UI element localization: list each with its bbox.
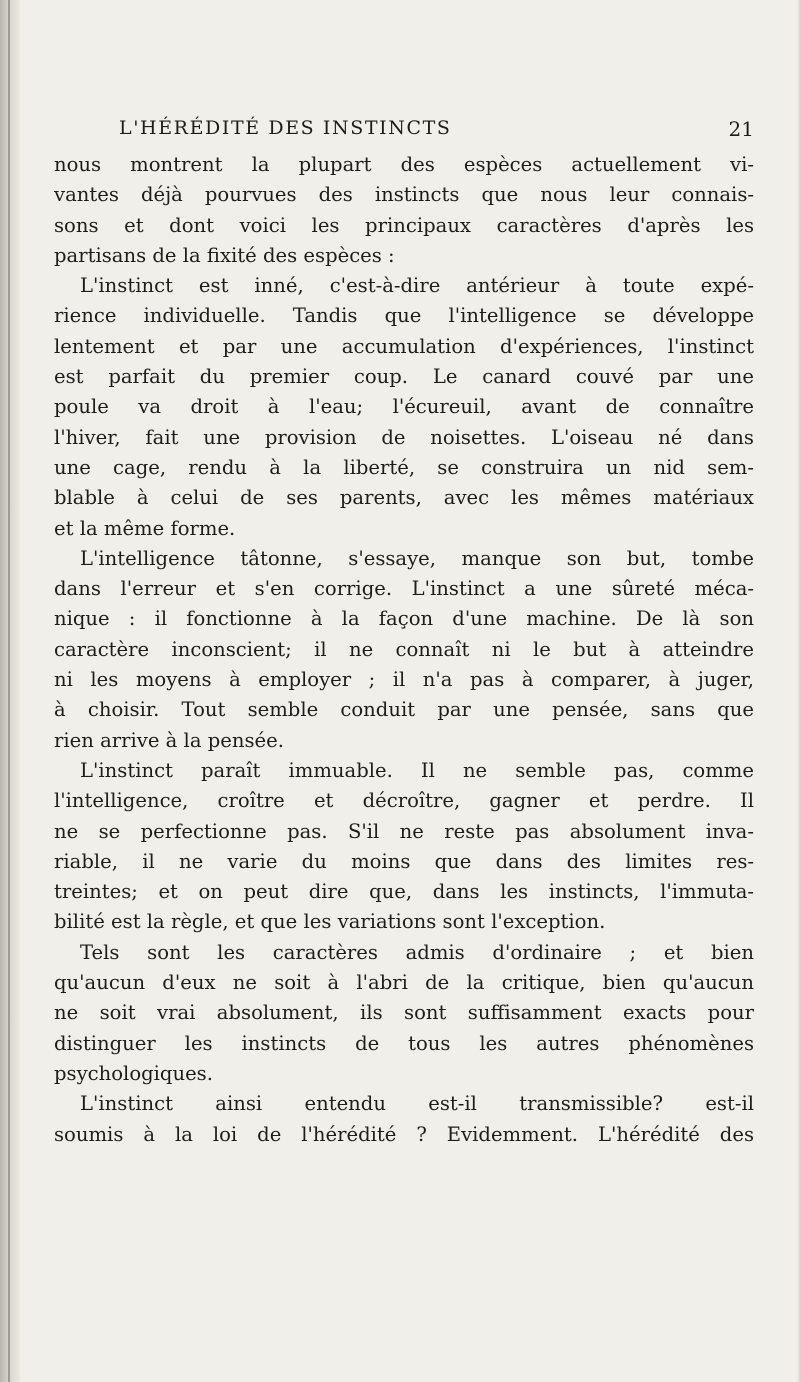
text-line: L'instinct paraît immuable. Il ne semble pas, comme [80, 758, 754, 782]
text-line: bilité est la règle, et que les variations sont l'exception. [54, 910, 606, 934]
text-line: distinguer les instincts de tous les autres phénomènes [54, 1031, 754, 1055]
text-line: blable à celui de ses parents, avec les mêmes matériaux [54, 486, 754, 510]
text-line: l'hiver, fait une provision de noisettes. L'oiseau né dans [54, 425, 754, 449]
text-line: ne soit vrai absolument, ils sont suffisamment exacts pour [54, 1001, 754, 1025]
text-line: ne se perfectionne pas. S'il ne reste pas absolument inva- [54, 819, 754, 843]
text-line: L'intelligence tâtonne, s'essaye, manque son but, tombe [80, 546, 754, 570]
binding-edge-line [8, 0, 10, 1382]
text-line: sons et dont voici les principaux caractères d'après les [54, 213, 754, 237]
text-line: vantes déjà pourvues des instincts que nous leur connais- [54, 183, 754, 207]
text-line: poule va droit à l'eau; l'écureuil, avant de connaître [54, 395, 754, 419]
text-line: et la même forme. [54, 516, 236, 540]
text-line: une cage, rendu à la liberté, se construira un nid sem- [54, 455, 754, 479]
text-line: rien arrive à la pensée. [54, 728, 284, 752]
binding-gutter [0, 0, 20, 1382]
text-line: L'instinct est inné, c'est-à-dire antérieur à toute expé- [80, 274, 754, 298]
text-line: L'instinct ainsi entendu est-il transmissible? est-il [80, 1092, 754, 1116]
text-line: psychologiques. [54, 1061, 213, 1085]
text-line: Tels sont les caractères admis d'ordinaire ; et bien [80, 940, 754, 964]
text-line: à choisir. Tout semble conduit par une pensée, sans que [54, 698, 754, 722]
running-head [54, 117, 754, 147]
text-line: soumis à la loi de l'hérédité ? Evidemment. L'hérédité des [54, 1122, 754, 1146]
running-title: L'HÉRÉDITÉ DES INSTINCTS [119, 117, 452, 139]
text-line: l'intelligence, croître et décroître, gagner et perdre. Il [54, 789, 754, 813]
text-line: partisans de la fixité des espèces : [54, 243, 395, 267]
text-line: lentement et par une accumulation d'expériences, l'instinct [54, 334, 754, 358]
text-line: riable, il ne varie du moins que dans des limites res- [54, 849, 754, 873]
text-line: ni les moyens à employer ; il n'a pas à comparer, à juger, [54, 668, 754, 692]
page-number: 21 [728, 117, 754, 141]
text-line: nous montrent la plupart des espèces actuellement vi- [54, 153, 754, 176]
text-line: dans l'erreur et s'en corrige. L'instinct a une sûreté méca- [54, 577, 754, 601]
text-line: est parfait du premier coup. Le canard couvé par une [54, 365, 754, 389]
text-line: qu'aucun d'eux ne soit à l'abri de la critique, bien qu'aucun [54, 971, 754, 995]
text-line: treintes; et on peut dire que, dans les instincts, l'immuta- [54, 880, 754, 904]
text-line: nique : il fonctionne à la façon d'une machine. De là son [54, 607, 754, 631]
page-right-edge [797, 0, 801, 1382]
text-line: rience individuelle. Tandis que l'intelligence se développe [54, 304, 754, 328]
text-line: caractère inconscient; il ne connaît ni le but à atteindre [54, 637, 754, 661]
body-text [54, 150, 754, 1150]
